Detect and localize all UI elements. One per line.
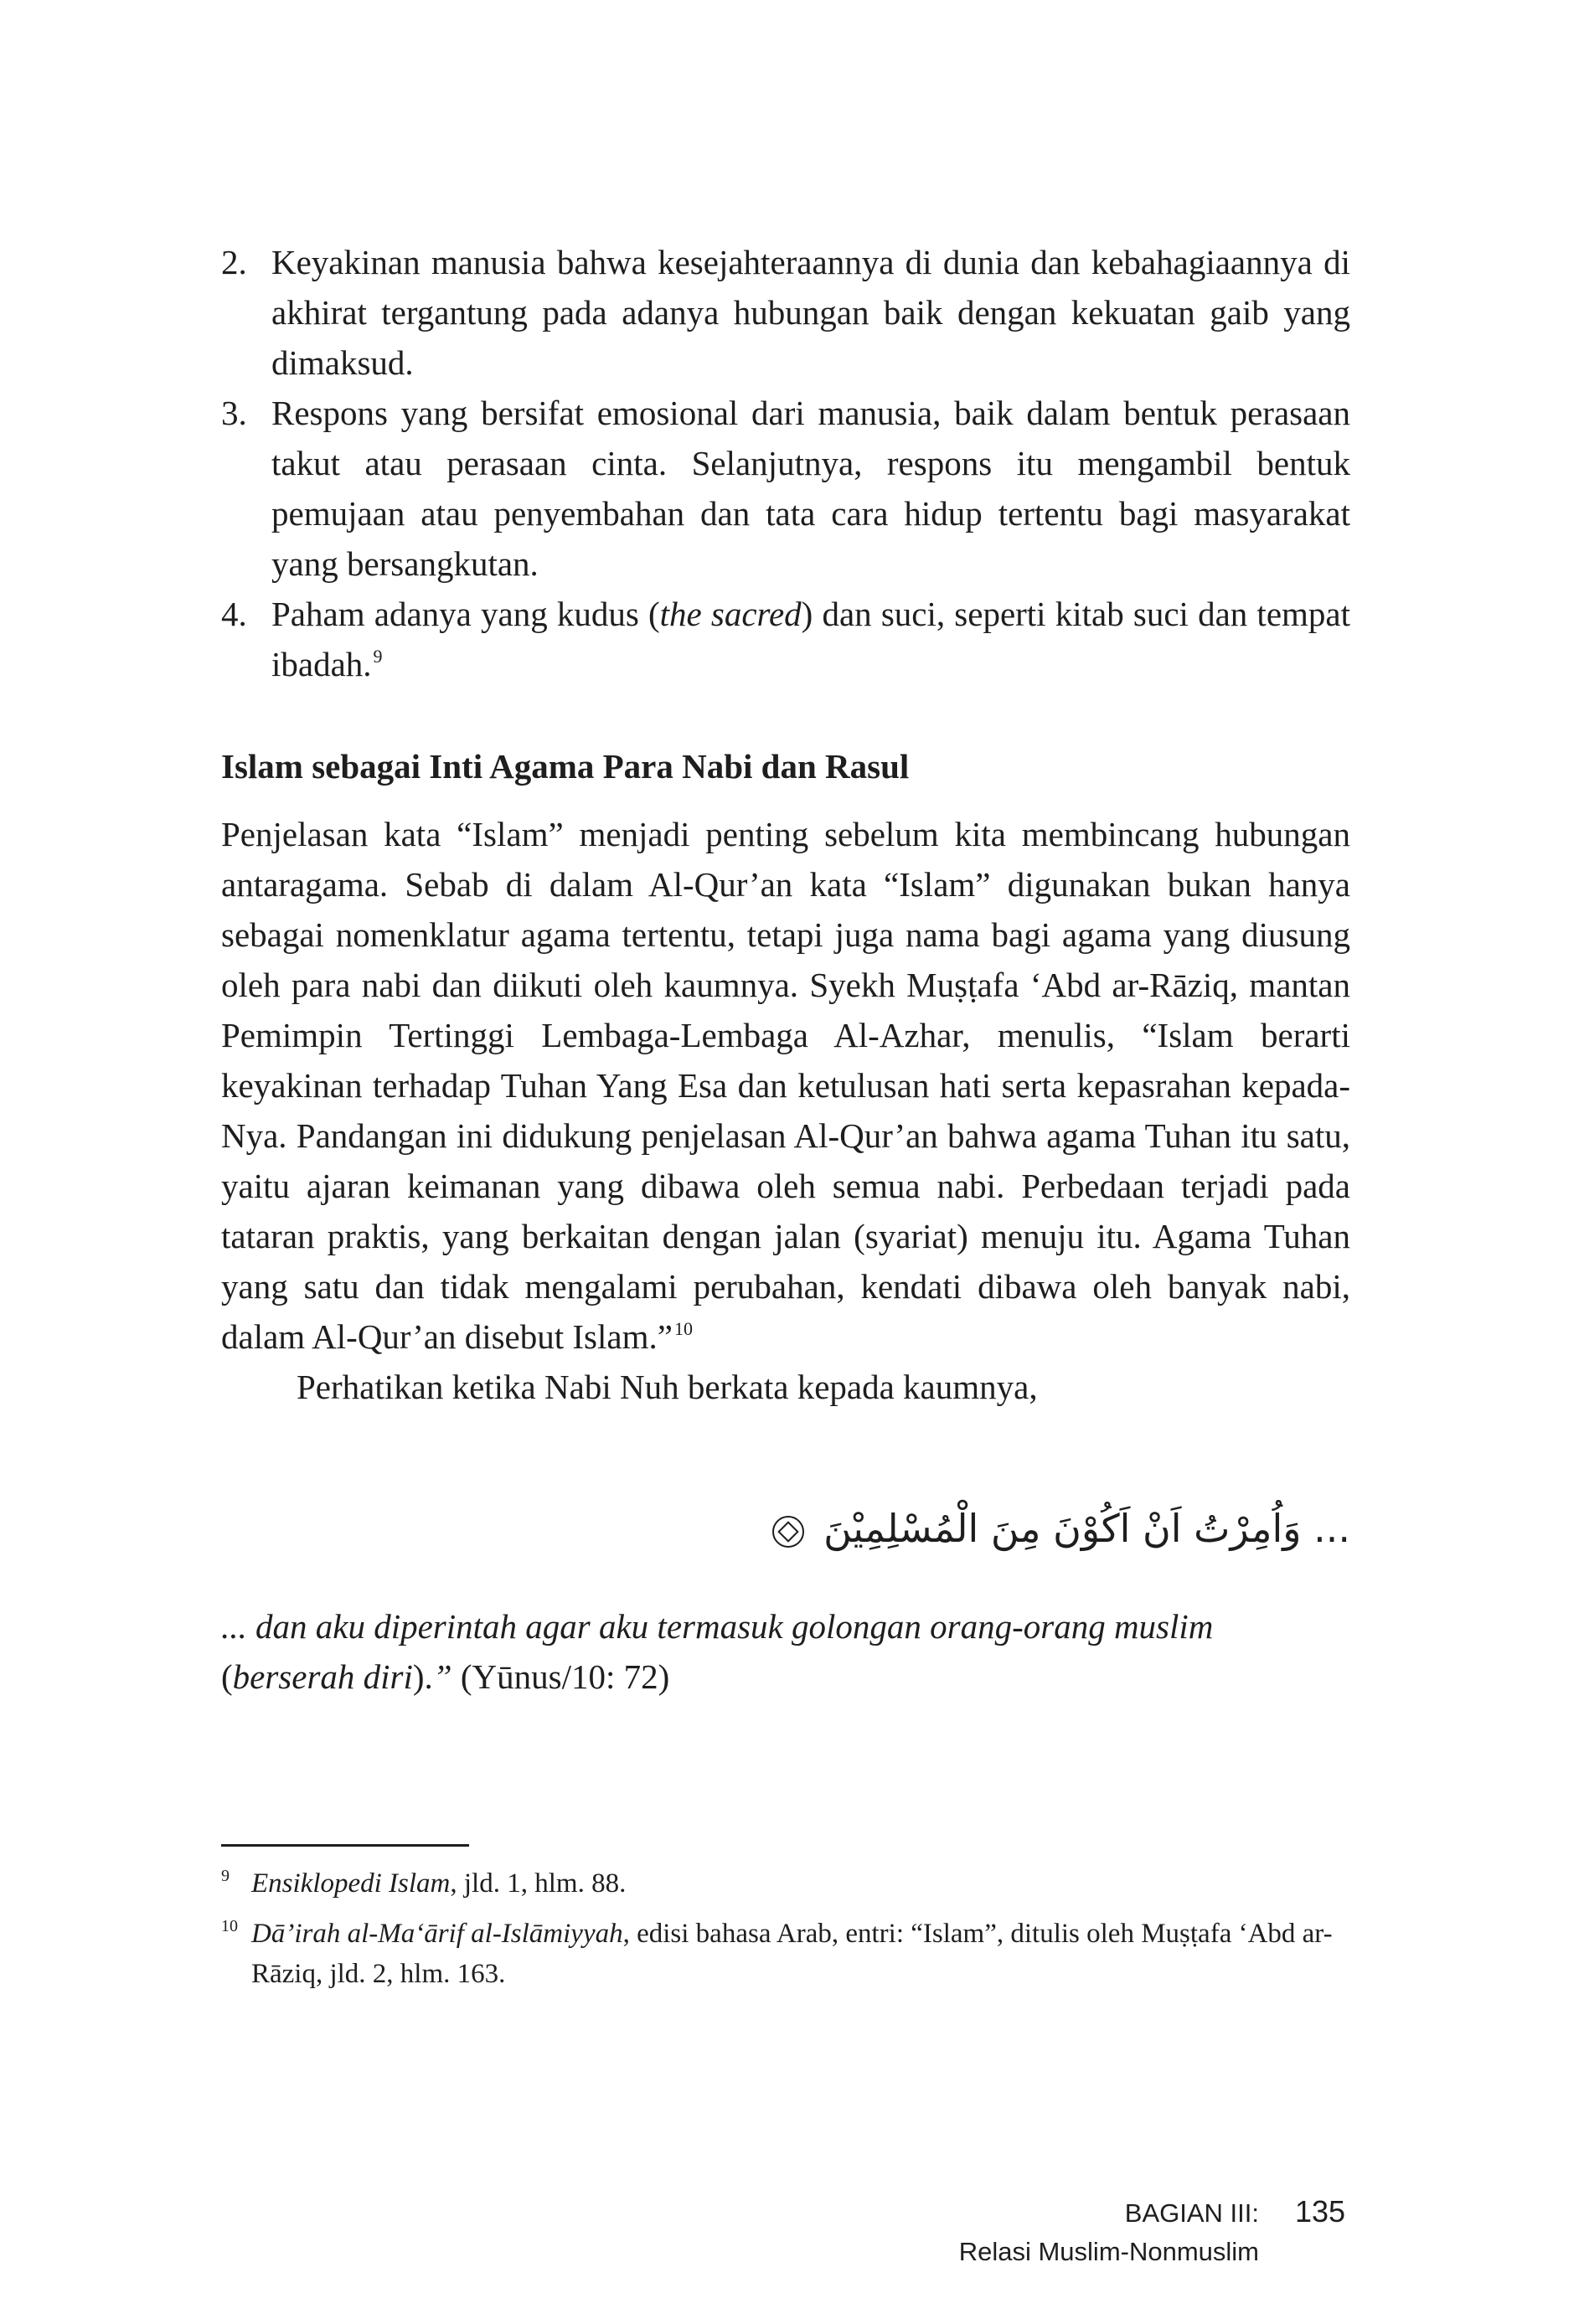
section-heading: Islam sebagai Inti Agama Para Nabi dan Rasul [221,747,910,786]
numbered-list [221,237,1350,689]
footnote-text: , jld. 1, hlm. 88. [450,1868,627,1899]
list-item-text-part: Paham adanya yang kudus ( [271,595,660,633]
list-item-text-part: ) dan suci, seperti kitab suci dan tempat ibadah. [271,595,1350,683]
footer-section: BAGIAN III: [1124,2198,1259,2228]
footnote-title: Ensiklopedi Islam [251,1868,451,1899]
footnote-number: 10 [221,1917,238,1935]
list-item-italic-term: the sacred [659,595,802,633]
paragraph: Perhatikan ketika Nabi Nuh berkata kepada kaumnya, [297,1368,1038,1406]
list-item [221,237,1350,388]
translation-italic: berserah diri [232,1657,413,1696]
footnote-text: , edisi bahasa Arab, entri: “Islam”, ditulis oleh Muṣṭafa ‘Abd ar-Rāziq, jld. 2, hlm. 163. [251,1919,1333,1989]
footnote-number: 9 [221,1867,230,1885]
list-item-number: 2. [221,243,247,281]
footnote [221,1914,1350,1994]
translation-plain: ). [412,1657,433,1696]
list-item-number: 3. [221,394,247,432]
list-item-text [271,595,1350,683]
paragraph [221,809,1350,1362]
footer-subtitle: Relasi Muslim-Nonmuslim [958,2237,1259,2266]
ayah-end-marker-icon [772,1516,804,1548]
arabic-verse [221,1499,1350,1558]
footnote-divider [221,1844,469,1847]
body-text [221,809,1350,1412]
paragraph-text: Penjelasan kata “Islam” menjadi penting sebelum kita membincang hubungan antaragama. Sebab di dalam Al-Qur’an kata “Islam” digunakan bukan hanya sebagai nomenklatur agama tertentu, tetapi juga nama bagi agama yang diusung oleh para nabi dan diikuti oleh kaumnya. Syekh Muṣṭafa ‘Abd ar-Rāziq, mantan Pemimpin Tertinggi Lembaga-Lembaga Al-Azhar, menulis, “Islam berarti keyakinan terhadap Tuhan Yang Esa dan ketulusan hati serta kepasrahan kepada-Nya. Pandangan ini didukung penjelasan Al-Qur’an bahwa agama Tuhan itu satu, yaitu ajaran keimanan yang dibawa oleh semua nabi. Perbedaan terjadi pada tataran praktis, yang berkaitan dengan jalan (syariat) menuju itu. Agama Tuhan yang satu dan tidak mengalami perubahan, kendati dibawa oleh banyak nabi, dalam Al-Qur’an disebut Islam.” [221,815,1350,1356]
list-item-text: Keyakinan manusia bahwa kesejahteraannya di dunia dan kebahagiaannya di akhirat tergantung pada adanya hubungan baik dengan kekuatan gaib yang dimaksud. [271,243,1350,382]
translation-italic: ... dan aku diperintah agar aku termasuk golongan orang-orang muslim [221,1607,1214,1646]
translation-plain: ( [221,1657,233,1696]
list-item-text: Respons yang bersifat emosional dari manusia, baik dalam bentuk perasaan takut atau perasaan cinta. Selanjutnya, respons itu mengambil bentuk pemujaan atau penyembahan dan tata cara hidup tertentu bagi masyarakat yang bersangkutan. [271,394,1350,583]
footnote-title: Dā’irah al-Ma‘ārif al-Islāmiyyah [251,1919,623,1949]
arabic-verse-text: ... وَاُمِرْتُ اَنْ اَكُوْنَ مِنَ الْمُسْلِمِيْنَ [823,1506,1350,1551]
translation-italic: ” [432,1657,452,1696]
footnote [221,1863,1350,1904]
footnote-ref[interactable]: 9 [373,646,383,667]
footnote-ref[interactable]: 10 [673,1318,693,1339]
running-footer [959,2194,1259,2271]
footnotes [221,1863,1350,2004]
verse-reference: (Yūnus/10: 72) [451,1657,670,1696]
page-number: 135 [1295,2194,1346,2229]
list-item [221,388,1350,589]
verse-translation [221,1601,1350,1702]
list-item [221,589,1350,689]
list-item-number: 4. [221,595,247,633]
